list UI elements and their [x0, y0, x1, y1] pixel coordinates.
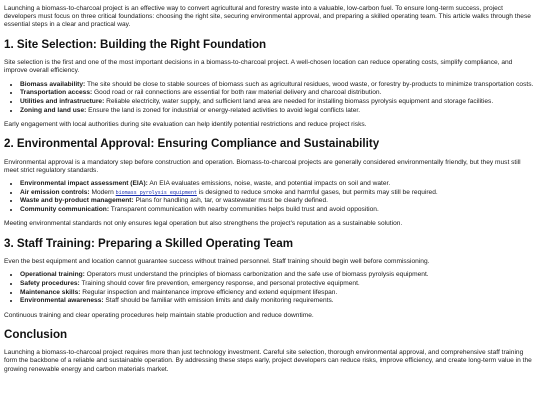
- list-item-term: Zoning and land use:: [20, 106, 87, 114]
- list-item: [20, 289, 536, 297]
- list-item: [20, 98, 536, 106]
- list-item-term: Environmental awareness:: [20, 297, 104, 305]
- bullet-list: [4, 81, 536, 115]
- section-paragraph: Environmental approval is a mandatory step before construction and operation. Biomass-to-charcoal projects are generally considered environmentally friendly, but they must still meet strict regulatory standards.: [4, 158, 521, 174]
- list-item-term: Operational training:: [20, 271, 85, 279]
- list-item-term: Waste and by-product management:: [20, 197, 134, 205]
- list-item-text: Training should cover fire prevention, emergency response, and personal protective equipment.: [79, 279, 360, 287]
- list-item-text: Reliable electricity, water supply, and sufficient land area are needed for installing biomass pyrolysis equipment and storage facilities.: [104, 97, 494, 105]
- section-paragraph: Site selection is the first and one of the most important decisions in a biomass-to-charcoal project. A well-chosen location can reduce operating costs, simplify compliance, and improve overall efficiency.: [4, 59, 513, 75]
- section-paragraph: Even the best equipment and location cannot guarantee success without trained personnel. Staff training should begin well before commissioning.: [4, 257, 430, 265]
- list-item-text: Transparent communication with nearby communities helps build trust and avoid opposition.: [109, 206, 379, 214]
- section-closing: Early engagement with local authorities during site evaluation can help identify potential restrictions and reduce project risks.: [4, 120, 367, 128]
- bullet-list: [4, 180, 536, 214]
- list-item-text: Operators must understand the principles of biomass carbonization and the safe use of biomass pyrolysis equipment.: [84, 271, 429, 279]
- list-item-text: The site should be close to stable sources of biomass such as agricultural residues, wood waste, or forestry by-products to minimize transportation costs.: [85, 80, 534, 88]
- list-item-term: Transportation access:: [20, 89, 93, 97]
- list-item: [20, 271, 536, 279]
- biomass-pyrolysis-equipment-link[interactable]: biomass pyrolysis equipment: [115, 189, 197, 196]
- section-heading-environmental-approval: 2. Environmental Approval: Ensuring Compliance and Sustainability: [4, 137, 380, 151]
- list-item: [20, 89, 536, 97]
- list-item: [20, 81, 536, 89]
- list-item-term: Environmental impact assessment (EIA):: [20, 179, 148, 187]
- list-item-text: Plans for handling ash, tar, or wastewater must be clearly defined.: [133, 197, 328, 205]
- list-item-term: Air emission controls:: [20, 188, 90, 196]
- list-item-text: Ensure the land is zoned for industrial or energy-related activities to avoid legal conflicts later.: [86, 106, 361, 114]
- list-item: [20, 107, 536, 115]
- list-item-text: Regular inspection and maintenance improve efficiency and extend equipment lifespan.: [80, 288, 338, 296]
- section-heading-conclusion: Conclusion: [4, 327, 68, 341]
- section-heading-staff-training: 3. Staff Training: Preparing a Skilled Operating Team: [4, 236, 294, 250]
- list-item-prefix: Modern: [89, 188, 116, 196]
- list-item-text: is designed to reduce smoke and harmful gases, but permits may still be required.: [196, 188, 438, 196]
- list-item-text: An EIA evaluates emissions, noise, waste, and potential impacts on soil and water.: [147, 179, 391, 187]
- list-item-term: Community communication:: [20, 206, 110, 214]
- conclusion-paragraph: Launching a biomass-to-charcoal project requires more than just technology investment. Careful site selection, thorough environmental approval, and comprehensive staff training form the backbone of a reliable and sustainable operation. By addressing these steps early, project developers can reduce risks, improve efficiency, and create long-term value in the growing renewable energy and carbon materials market.: [4, 349, 532, 373]
- list-item: [20, 180, 536, 188]
- list-item-text: Good road or rail connections are essential for both raw material delivery and charcoal distribution.: [92, 89, 382, 97]
- list-item-term: Utilities and infrastructure:: [20, 97, 105, 105]
- section-closing: Meeting environmental standards not only ensures legal operation but also strengthens the project's reputation as a sustainable solution.: [4, 220, 403, 228]
- list-item: [20, 206, 536, 214]
- list-item: [20, 280, 536, 288]
- list-item-term: Biomass availability:: [20, 80, 86, 88]
- list-item-term: Safety procedures:: [20, 279, 80, 287]
- intro-paragraph: Launching a biomass-to-charcoal project is an effective way to convert agricultural and forestry waste into a valuable, low-carbon fuel. To ensure long-term success, project developers must focus on three critical foundations: choosing the right site, securing environmental approval, and preparing a skilled operating team. This article walks through these essential steps in a clear and practical way.: [4, 5, 531, 29]
- list-item: [20, 297, 536, 305]
- list-item-text: Staff should be familiar with emission limits and daily monitoring requirements.: [103, 297, 334, 305]
- list-item: [20, 197, 536, 205]
- section-closing: Continuous training and clear operating procedures help maintain stable production and reduce downtime.: [4, 311, 314, 319]
- list-item-term: Maintenance skills:: [20, 288, 81, 296]
- list-item: [20, 189, 536, 197]
- section-heading-site-selection: 1. Site Selection: Building the Right Foundation: [4, 37, 267, 51]
- bullet-list: [4, 271, 536, 305]
